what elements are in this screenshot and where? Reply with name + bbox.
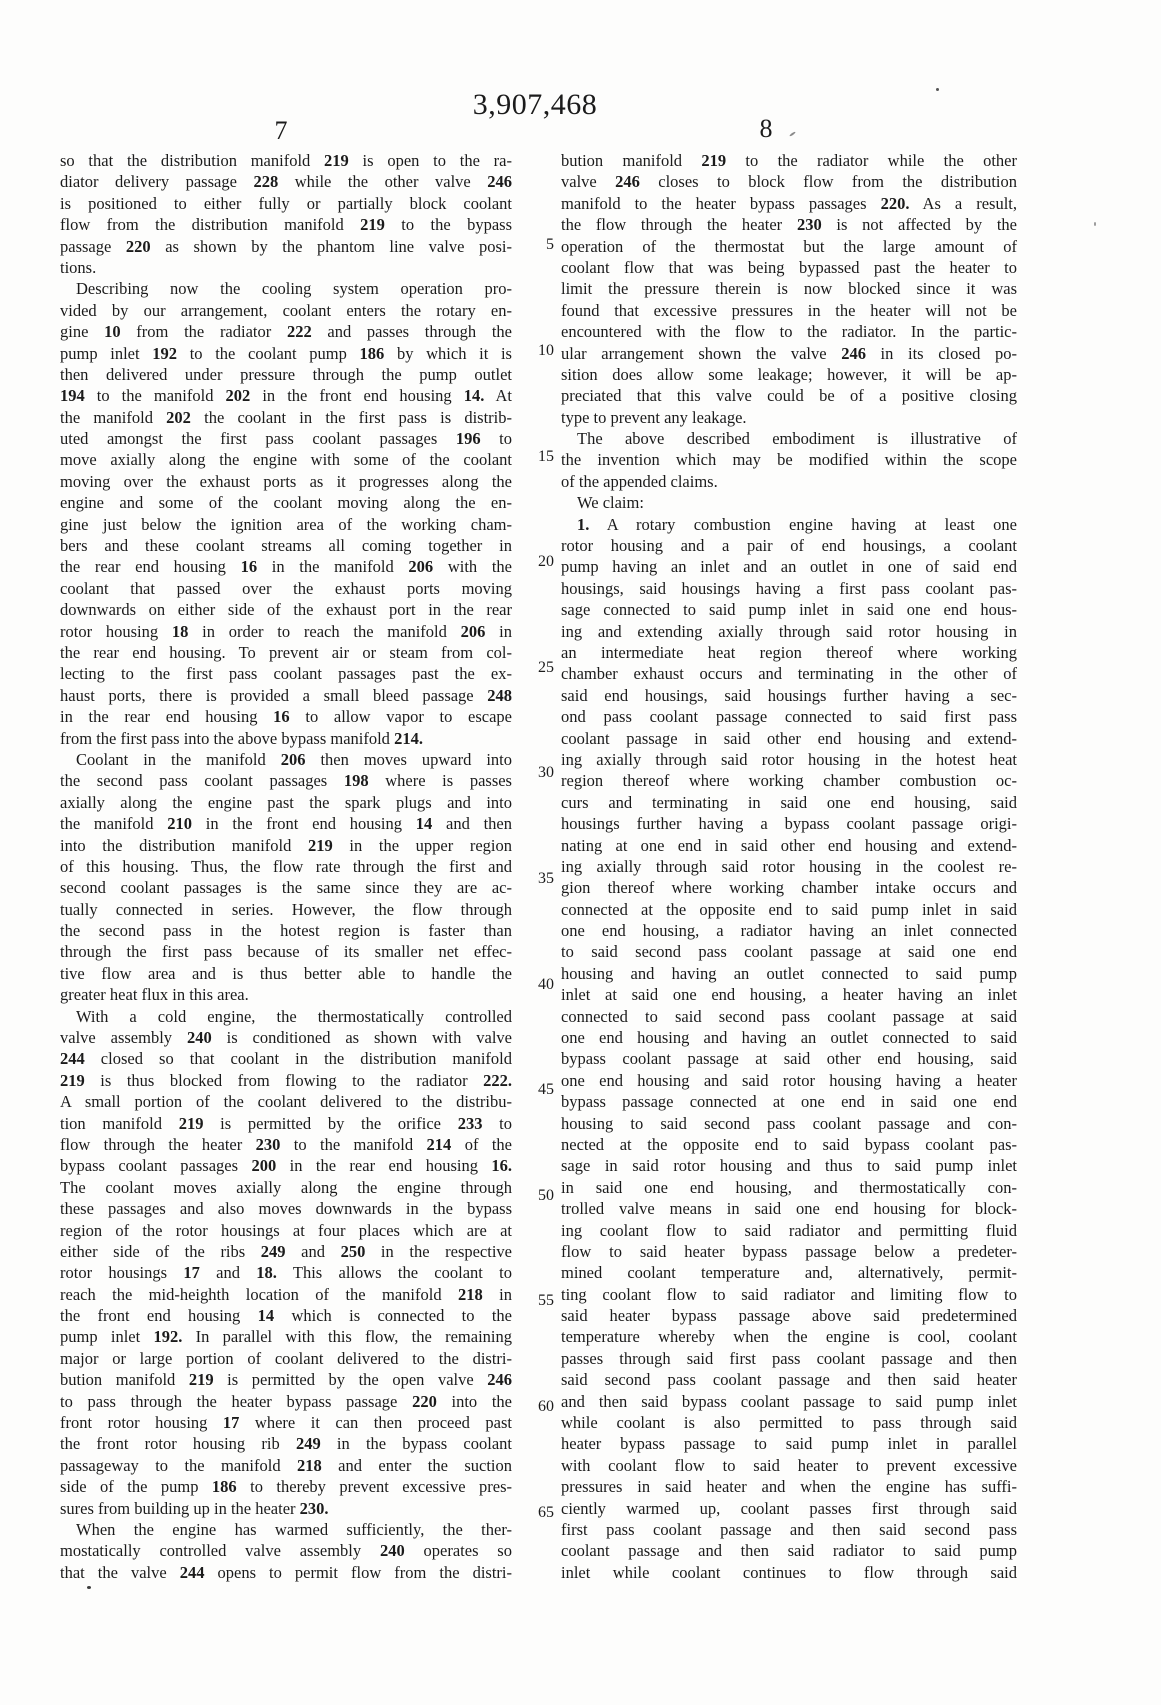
scan-artifact [789,131,796,137]
text-line: diator delivery passage 228 while the other valve 246 [60,172,513,192]
text-line: nating at one end in said other end housing and extend- [561,835,1017,855]
text-line: then delivered under pressure through the pump outlet [60,364,512,384]
text-line: 219 is thus blocked from flowing to the radiator 222. [60,1070,512,1090]
text-line: one end housing and having an outlet connected to said [561,1028,1017,1048]
text-line: these passages and also moves downwards in the bypass [60,1199,512,1219]
line-number: 5 [546,236,554,254]
text-line: 244 closed so that coolant in the distribution manifold [60,1049,512,1069]
text-line: ing coolant flow to said radiator and permitting fluid [561,1220,1017,1240]
text-line: bypass coolant passages 200 in the rear end housing 16. [60,1156,512,1176]
text-line: engine and some of the coolant moving along the en- [60,493,512,513]
text-line: chamber exhaust occurs and terminating in the other of [561,664,1017,684]
text-line: flow from the distribution manifold 219 to the bypass [60,215,512,235]
text-line: bers and these coolant streams all coming together in [60,536,512,556]
text-line: tive flow area and is thus better able to handle the [60,963,512,983]
line-number: 40 [538,975,554,993]
text-line: pump inlet 192 to the coolant pump 186 by which it is [60,343,512,363]
right-column [561,150,1017,1583]
text-line: move axially along the engine with some of the coolant [60,450,512,470]
text-line: while coolant is also permitted to pass through said [561,1413,1017,1433]
text-line: haust ports, there is provided a small bleed passage 248 [60,685,512,705]
text-line: an intermediate heat region thereof where working [561,642,1017,662]
text-line: tion manifold 219 is permitted by the orifice 233 to [60,1113,512,1133]
text-line: said second pass coolant passage and then said heater [561,1370,1017,1390]
text-line: the rear end housing 16 in the manifold 206 with the [60,557,512,577]
text-line: manifold to the heater bypass passages 220. As a result, [561,193,1017,213]
text-line: housing to said second pass coolant passage and con- [561,1113,1017,1133]
text-line: gion thereof where working chamber intake occurs and [561,878,1017,898]
left-column [60,150,512,1583]
text-line: major or large portion of coolant delivered to the distri- [60,1348,512,1368]
text-line: preciated that this valve could be of a positive closing [561,386,1017,406]
text-line: the invention which may be modified within the scope [561,450,1017,470]
text-line: housings, said housings having a first pass coolant pas- [561,578,1017,598]
text-line: the front rotor housing rib 249 in the bypass coolant [60,1434,512,1454]
text-line: the second pass coolant passages 198 where is passes [60,771,512,791]
text-line: region of the rotor housings at four places which are at [60,1220,512,1240]
text-line: When the engine has warmed sufficiently, the ther- [76,1520,512,1539]
text-line: reach the mid-heighth location of the manifold 218 in [60,1284,512,1304]
text-line: sage in said rotor housing and thus to said pump inlet [561,1156,1017,1176]
line-number: 50 [538,1186,554,1204]
text-line: ular arrangement shown the valve 246 in its closed po- [561,343,1017,363]
text-line: Describing now the cooling system operation pro- [76,279,512,299]
text-line: passageway to the manifold 218 and enter the suction [60,1455,512,1475]
text-line: the manifold 210 in the front end housing 14 and then [60,814,513,834]
text-line: nected at the opposite end to said bypass coolant pas- [561,1134,1017,1154]
text-line: inlet at said one end housing, a heater having an inlet [561,985,1017,1005]
text-line: to pass through the heater bypass passage 220 into the [60,1391,513,1411]
text-line: With a cold engine, the thermostatically controlled [76,1006,512,1026]
text-line: ing axially through said rotor housing in the coolest re- [561,856,1017,876]
text-line: from the first pass into the above bypass manifold 214. [60,728,423,748]
text-line: valve assembly 240 is conditioned as shown with valve [60,1028,512,1048]
text-line: curs and terminating in said one end housing, said [561,792,1017,812]
line-number: 10 [538,342,554,360]
text-line: axially along the engine past the spark plugs and into [60,792,512,812]
text-line: to said second pass coolant passage at said one end [561,942,1017,962]
text-line: passes through said first pass coolant passage and then [561,1348,1017,1368]
text-line: pump having an inlet and an outlet in one of said end [561,557,1017,577]
text-line: either side of the ribs 249 and 250 in the respective [60,1241,512,1261]
text-line: ing and extending axially through said rotor housing in [561,621,1017,641]
text-line: in the rear end housing 16 to allow vapor to escape [60,707,512,727]
text-line: the front end housing 14 which is connected to the [60,1306,512,1326]
text-line: ond pass coolant passage connected to said first pass [561,707,1017,727]
text-line: ing axially through said rotor housing in the hotest heat [561,749,1017,769]
text-line: bypass passage connected at one end in said one end [561,1092,1017,1112]
text-line: trolled valve means in said one end housing for block- [561,1199,1017,1219]
text-line: and then said bypass coolant passage to said pump inlet [561,1391,1017,1411]
text-line: found that excessive pressures in the heater will not be [561,300,1017,320]
text-line: rotor housing and a pair of end housings, a coolant [561,536,1017,556]
text-line: A small portion of the coolant delivered to the distribu- [60,1092,512,1112]
text-line: downwards on either side of the exhaust port in the rear [60,600,512,620]
text-line: sage connected to said pump inlet in said one end hous- [561,600,1017,620]
text-line: the second pass in the hotest region is faster than [60,921,512,941]
text-line: uted amongst the first pass coolant passages 196 to [60,429,512,449]
text-line: ciently warmed up, coolant passes first through said [561,1498,1017,1518]
text-line: bution manifold 219 is permitted by the open valve 246 [60,1370,512,1390]
text-line: 194 to the manifold 202 in the front end housing 14. At [60,386,512,406]
text-line: coolant passage in said other end housing and extend- [561,728,1017,748]
left-column-number: 7 [274,116,288,145]
text-line: bypass coolant passage at said other end housing, said [561,1049,1017,1069]
text-line: coolant passage and then said radiator to said pump [561,1541,1017,1561]
text-line: the rear end housing. To prevent air or steam from col- [60,642,512,662]
text-line: connected to said second pass coolant passage at said [561,1006,1017,1026]
text-line: tions. [60,257,97,277]
text-line: flow through the heater 230 to the manifold 214 of the [60,1134,512,1154]
text-line: moving over the exhaust ports as it progresses along the [60,471,512,491]
right-column-number: 8 [759,114,773,143]
text-line: lecting to the first pass coolant passages past the ex- [60,664,512,684]
text-line: the flow through the heater 230 is not affected by the [561,215,1017,235]
text-line: 1. A rotary combustion engine having at least one [577,514,1017,534]
line-number: 55 [538,1292,554,1310]
line-number: 60 [538,1398,554,1416]
text-line: of the appended claims. [561,471,718,491]
text-line: housings further having a bypass coolant passage origi- [561,814,1017,834]
text-line: We claim: [577,493,644,513]
text-line: that the valve 244 opens to permit flow from the distri- [60,1562,512,1582]
text-line: tually connected in series. However, the flow through [60,899,512,919]
text-line: gine just below the ignition area of the working cham- [60,514,512,534]
text-line: heater bypass passage to said pump inlet in parallel [561,1434,1017,1454]
text-line: in said one end housing, and thermostatically con- [561,1177,1017,1197]
text-line: coolant flow that was being bypassed past the heater to [561,257,1017,277]
text-line: Coolant in the manifold 206 then moves upward into [76,749,513,769]
text-line: is positioned to either fully or partially block coolant [60,193,512,213]
text-line: of this housing. Thus, the flow rate through the first and [60,856,512,876]
text-line: first pass coolant passage and then said second pass [561,1520,1017,1539]
text-line: mined coolant temperature and, alternatively, permit- [561,1263,1017,1283]
text-line: into the distribution manifold 219 in the upper region [60,835,513,855]
line-number: 35 [538,870,554,888]
text-line: one end housing and said rotor housing having a heater [561,1070,1017,1090]
text-line: inlet while coolant continues to flow through said [561,1562,1017,1582]
text-line: the manifold 202 the coolant in the first pass is distrib- [60,407,512,427]
line-number: 65 [538,1503,554,1521]
scan-artifact [936,88,939,91]
text-line: limit the pressure therein is now blocked since it was [561,279,1017,299]
text-line: one end housing, a radiator having an inlet connected [561,921,1017,941]
text-line: ting coolant flow to said radiator and limiting flow to [561,1284,1017,1304]
line-number: 25 [538,658,554,676]
text-line: encountered with the flow to the radiator. In the partic- [561,322,1017,342]
text-line: bution manifold 219 to the radiator while the other [561,151,1018,170]
text-line: said end housings, said housings further having a sec- [561,685,1017,705]
line-number: 15 [538,447,554,465]
text-line: passage 220 as shown by the phantom line valve posi- [60,236,512,256]
patent-number: 3,907,468 [472,88,598,121]
text-line: gine 10 from the radiator 222 and passes through the [60,322,512,342]
scan-artifact [1094,222,1096,226]
text-line: vided by our arrangement, coolant enters the rotary en- [60,300,512,320]
text-line: sures from building up in the heater 230. [60,1498,329,1518]
text-line: The above described embodiment is illustrative of [577,429,1017,449]
text-line: housing and having an outlet connected to said pump [561,963,1017,983]
line-number: 45 [538,1081,554,1099]
text-line: connected at the opposite end to said pump inlet in said [561,899,1017,919]
text-line: rotor housings 17 and 18. This allows the coolant to [60,1263,512,1283]
text-line: rotor housing 18 in order to reach the manifold 206 in [60,621,512,641]
text-line: sition does allow some leakage; however, it will be ap- [561,364,1017,384]
text-line: flow to said heater bypass passage below a predeter- [561,1241,1017,1261]
text-line: so that the distribution manifold 219 is open to the ra- [60,151,512,170]
text-line: pump inlet 192. In parallel with this flow, the remaining [60,1327,512,1347]
text-line: said heater bypass passage above said predetermined [561,1306,1017,1326]
text-line: type to prevent any leakage. [561,407,747,427]
text-line: region thereof where working chamber combustion oc- [561,771,1017,791]
text-line: temperature whereby when the engine is cool, coolant [561,1327,1017,1347]
text-line: The coolant moves axially along the engine through [60,1177,512,1197]
line-number: 20 [538,553,554,571]
text-line: coolant that passed over the exhaust ports moving [60,578,512,598]
text-line: side of the pump 186 to thereby prevent excessive pres- [60,1477,512,1497]
text-line: with coolant flow to said heater to prevent excessive [561,1455,1017,1475]
text-line: mostatically controlled valve assembly 240 operates so [60,1541,512,1561]
text-line: valve 246 closes to block flow from the distribution [561,172,1017,192]
text-line: greater heat flux in this area. [60,985,249,1005]
text-line: operation of the thermostat but the large amount of [561,236,1017,256]
scan-artifact [87,1586,91,1589]
text-line: front rotor housing 17 where it can then proceed past [60,1413,513,1433]
text-line: pressures in said heater and when the engine has suffi- [561,1477,1017,1497]
text-line: second coolant passages is the same since they are ac- [60,878,512,898]
line-number: 30 [538,764,554,782]
text-line: through the first pass because of its smaller net effec- [60,942,512,962]
